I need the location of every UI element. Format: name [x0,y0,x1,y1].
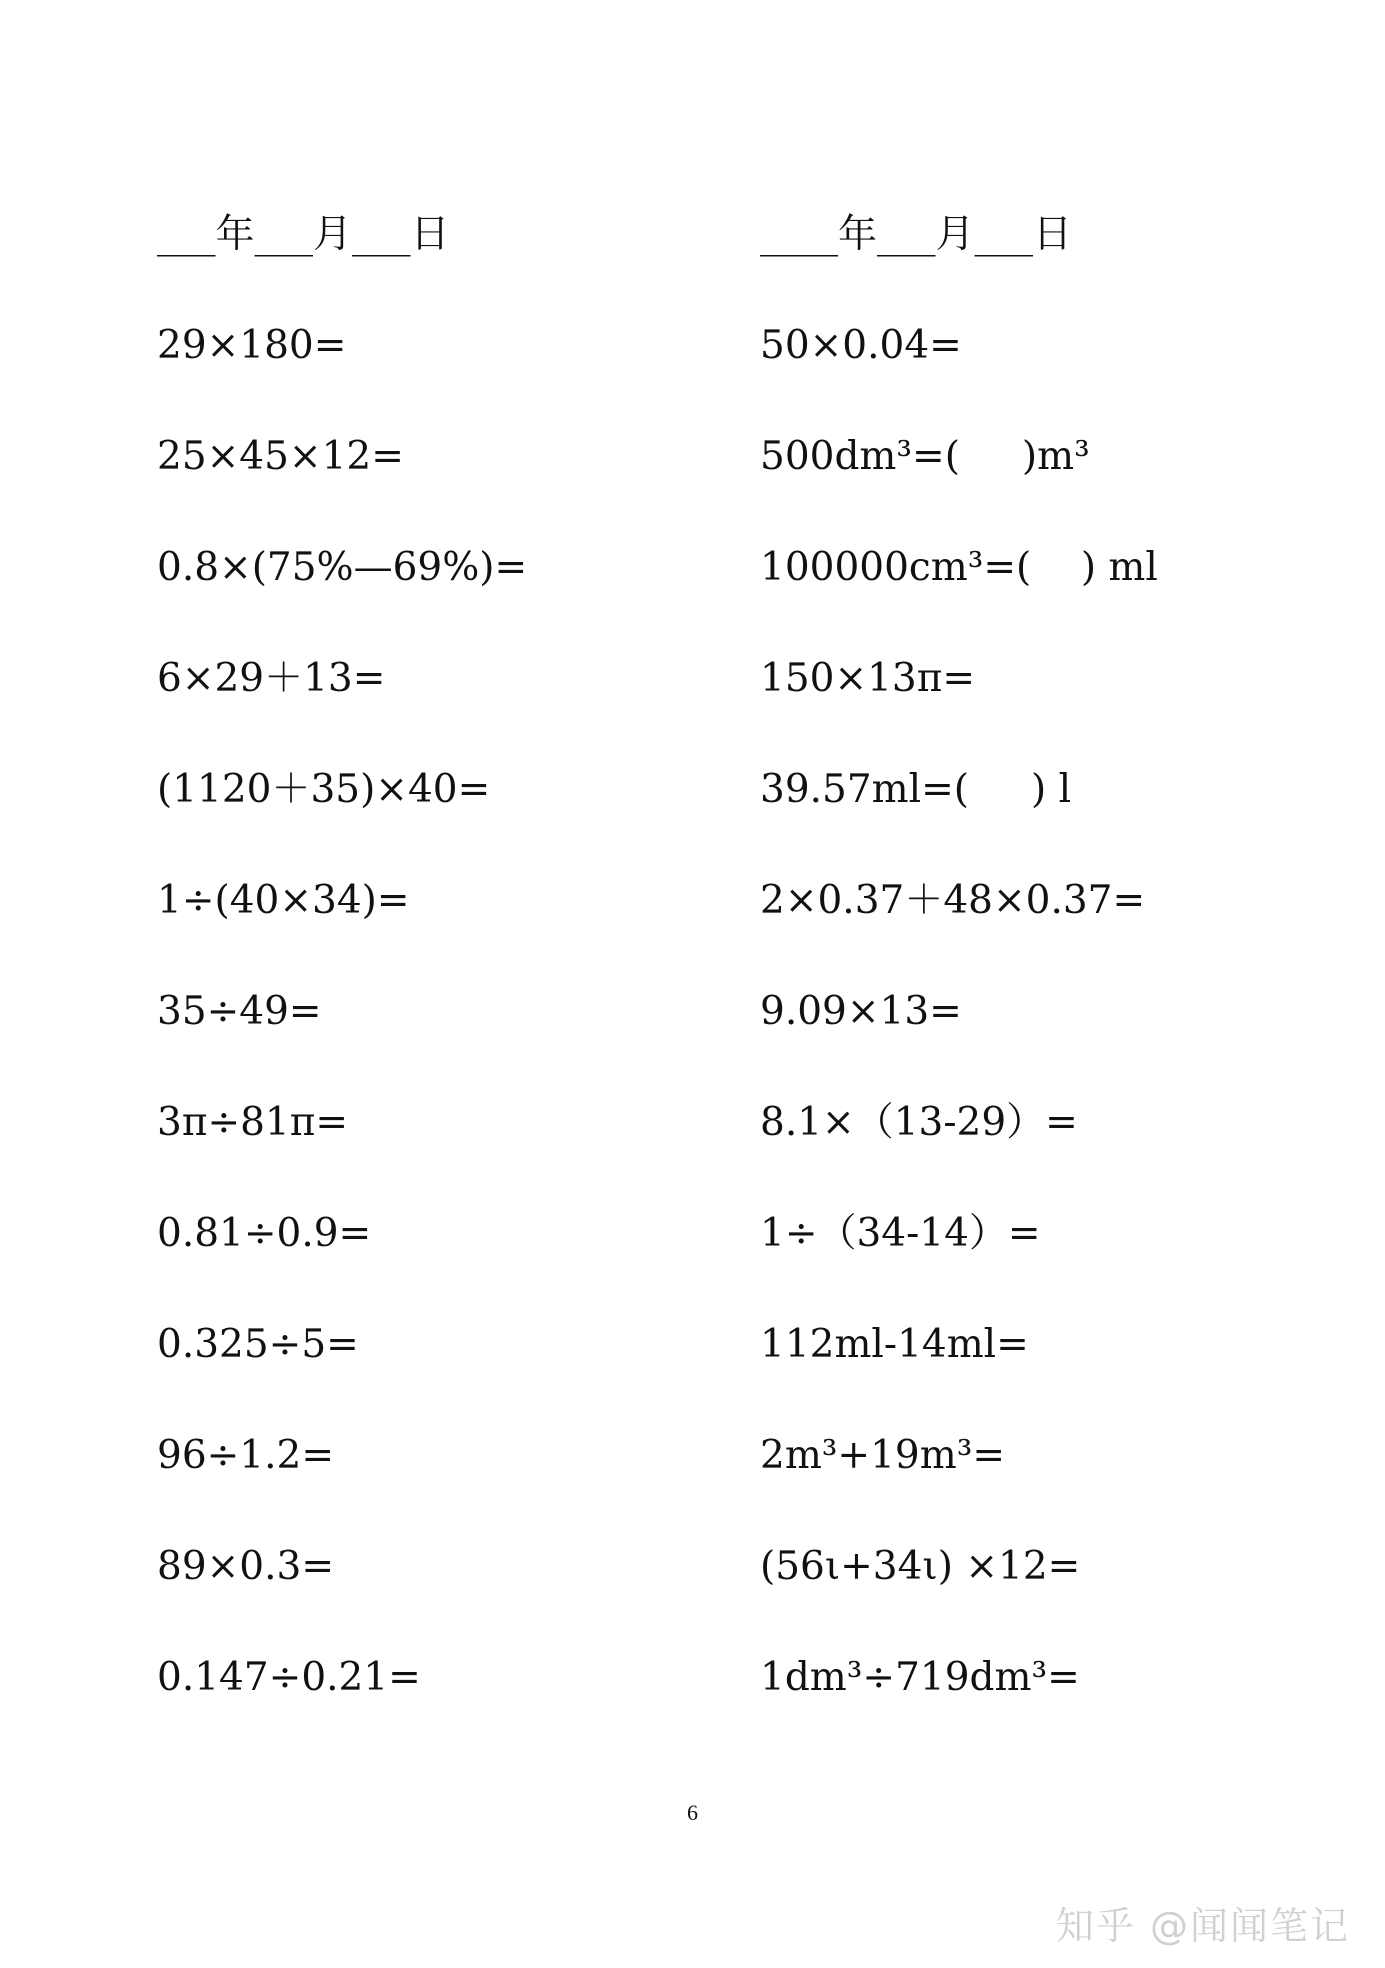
problem-right-13: 1dm³÷719dm³= [760,1655,1080,1700]
problem-left-6: 1÷(40×34)= [157,878,410,923]
problem-left-11: 96÷1.2= [157,1433,335,1478]
problem-right-3: 100000cm³=( ) ml [760,545,1158,590]
problem-right-9: 1÷（34-14）= [760,1211,1041,1256]
page-number: 6 [687,1800,698,1825]
problem-left-4: 6×29＋13= [157,656,386,701]
problem-left-5: (1120＋35)×40= [157,767,491,812]
problem-right-10: 112ml-14ml= [760,1322,1029,1367]
watermark: 知乎 @闻闻笔记 [1055,1904,1350,1948]
right-column [760,200,1360,1754]
problem-left-7: 35÷49= [157,989,322,1034]
date-line-right: ____年___月___日 [760,212,1073,257]
date-line-left: ___年___月___日 [157,212,450,257]
problem-right-7: 9.09×13= [760,989,962,1034]
problem-right-1: 50×0.04= [760,323,962,368]
problem-right-11: 2m³+19m³= [760,1433,1006,1478]
problem-right-5: 39.57ml=( ) l [760,767,1072,812]
problem-left-3: 0.8×(75%—69%)= [157,545,528,590]
problem-left-2: 25×45×12= [157,434,404,479]
left-column [157,200,717,1754]
problem-right-4: 150×13π= [760,656,976,701]
problem-right-12: (56ι+34ι) ×12= [760,1544,1081,1589]
problem-right-6: 2×0.37＋48×0.37= [760,878,1146,923]
problem-left-8: 3π÷81π= [157,1100,349,1145]
problem-right-2: 500dm³=( )m³ [760,434,1090,479]
problem-left-12: 89×0.3= [157,1544,335,1589]
problem-left-9: 0.81÷0.9= [157,1211,372,1256]
problem-left-10: 0.325÷5= [157,1322,359,1367]
problem-left-1: 29×180= [157,323,347,368]
problem-right-8: 8.1×（13-29）= [760,1100,1078,1145]
problem-left-13: 0.147÷0.21= [157,1655,421,1700]
